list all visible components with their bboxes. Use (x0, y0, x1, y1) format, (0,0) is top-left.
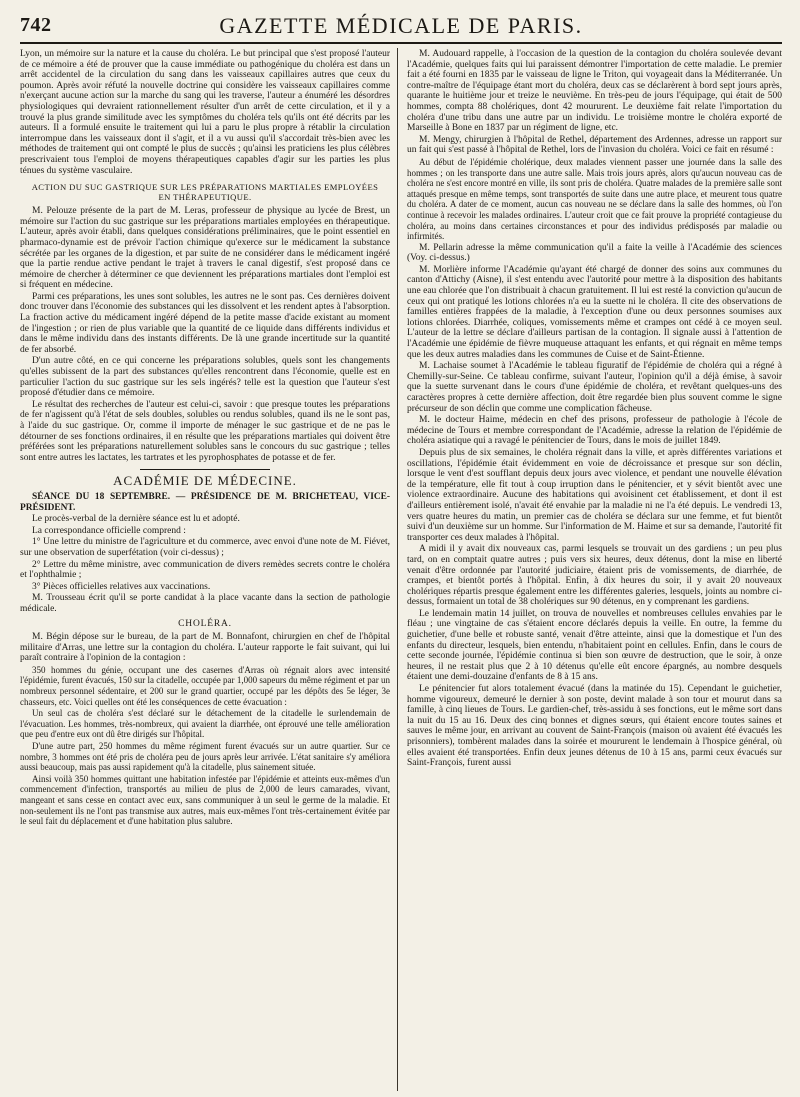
right-column (407, 49, 782, 1089)
paragraph: M. le docteur Haime, médecin en chef des prisons, professeur de pathologie à l'école de médecine de Tours et membre correspondant de l'Académie, adresse la relation de l'épidémie de choléra asiatique qui a ravagé le pénitencier de Tours, dans le mois de juillet 1849. (407, 415, 782, 447)
running-header (20, 12, 782, 44)
paragraph: La correspondance officielle comprend : (32, 525, 186, 536)
paragraph: Le résultat des recherches de l'auteur est celui-ci, savoir : que presque toutes les préparations de fer n'agissent qu'à l'état de sels doubles, solubles ou rendus solubles, quand ils ne le sont pas, à l'aide du suc gastrique. Or, comme il importe de ménager le suc gastrique et de ne pas le détourner de ses fonctions ordinaires, il en résulte que les préparations martiales qui doivent être préférées sont les préparations naturellement solubles sans le concours du suc gastrique ; telles sont entre autres les lactates, les tartrates et les pyrophosphates de potasse et de fer. (20, 399, 390, 463)
paragraph: M. Mengy, chirurgien à l'hôpital de Rethel, département des Ardennes, adresse un rapport sur un fait qui s'est passé à l'hôpital de Rethel, lors de l'invasion du choléra. Voici ce fait en résumé : (407, 134, 782, 156)
paragraph: D'une autre part, 250 hommes du même régiment furent évacués sur un autre quartier. Sur ce nombre, 3 hommes ont été pris de choléra peu de jours après leur arrivée. L'état sanitaire s'y améliora aussi beaucoup, mais pas aussi rapidement qu'à la citadelle, plus sainement située. (20, 741, 390, 773)
paragraph: Le procès-verbal de la dernière séance est lu et adopté. (32, 514, 240, 525)
cholera-heading: CHOLÉRA. (178, 618, 232, 629)
paragraph: 1° Une lettre du ministre de l'agriculture et du commerce, avec envoi d'une note de M. Fiévet, sur une observation de superfétation (voir ci-dessus) ; (20, 537, 390, 558)
section-title: ACADÉMIE DE MÉDECINE. (113, 473, 297, 489)
journal-title: GAZETTE MÉDICALE DE PARIS. (219, 13, 583, 38)
paragraph: Le lendemain matin 14 juillet, on trouva de nouvelles et nombreuses cellules envahies par le fléau ; une vingtaine de cas s'étaient encore déclarés depuis la veille. En outre, la femme du guichetier, d'une belle et robuste santé, venait d'être atteinte, ainsi que la domestique et l'un des enfants du directeur, lesquels, bien entendu, n'habitaient point en cellules. Enfin, dans le cours de cette seconde journée, l'épidémie continua si bien son œuvre de destruction, que le soir, à onze heures, il ne restait plus que 2 à 10 détenus qu'elle eût encore épargnés, au nombre desquels étaient une demi-douzaine d'enfants de 8 à 15 ans. (407, 608, 782, 683)
paragraph: M. Pellarin adresse la même communication qu'il a faite la veille à l'Académie des sciences (Voy. ci-dessus.) (407, 242, 782, 264)
paragraph: 3° Pièces officielles relatives aux vaccinations. (32, 581, 211, 592)
article-subhead: ACTION DU SUC GASTRIQUE SUR LES PRÉPARATIONS MARTIALES EMPLOYÉES EN THÉRAPEUTIQUE. (31, 182, 379, 203)
paragraph: Ainsi voilà 350 hommes quittant une habitation infestée par l'épidémie et atteints eux-mêmes d'un commencement d'infection, transportés au milieu de plus de 2,000 de leurs camarades, vivant, mangeant et sans cesse en contact avec eux, sans communiquer à un seul le germe de la maladie. Et non-seulement ils ne l'ont pas transmise aux autres, mais eux-mêmes l'ont très-certainement évitée par le seul fait du déplacement et d'une habitation plus salubre. (20, 773, 390, 827)
paragraph: M. Trousseau écrit qu'il se porte candidat à la place vacante dans la section de pathologie médicale. (20, 593, 390, 614)
paragraph: A midi il y avait dix nouveaux cas, parmi lesquels se trouvait un des gardiens ; un peu plus tard, on en comptait quatre autres ; puis vers six heures, deux détenus, dont la mise en liberté venait d'être ordonnée par l'autorité judiciaire, étaient pris de vomissements, de diarrhée, de crampes, et bientôt portés à l'hôpital. Enfin, à dix heures du soir, il y avait 20 nouveaux cholériques répartis presque également entre les différentes galeries, lesquels, joints au nombre ci-dessus, formaient un total de 38 cholériques sur 90 détenus, en y comprenant les gardiens. (407, 544, 782, 608)
paragraph: D'un autre côté, en ce qui concerne les préparations solubles, quels sont les changements qu'elles subissent de la part des substances qu'elles rencontrent dans l'économie, quelle est en particulier l'action du suc gastrique sur les sels ingérés? telle est la question que l'auteur s'est proposé d'étudier dans ce mémoire. (20, 356, 390, 399)
paragraph: M. Lachaise soumet à l'Académie le tableau figuratif de l'épidémie de choléra qui a régné à Chemilly-sur-Seine. Ce tableau confirme, suivant l'auteur, l'opinion qu'il a déjà émise, à savoir que la suette survenant dans le cours d'une épidémie de choléra, et revêtant quelques-uns des caractères propres à cette dernière affection, doit être regardée bien plus souvent comme le signe précurseur de son déclin que comme une complication fâcheuse. (407, 361, 782, 414)
paragraph: Parmi ces préparations, les unes sont solubles, les autres ne le sont pas. Ces dernières doivent donc trouver dans l'économie des substances qui les dissolvent et les rendent aptes à l'absorption. La fraction active du médicament ingéré dépend de la petite masse d'acide existant au moment de l'ingestion ; or rien de plus variable que la quantité de ce liquide dans différents individus et dans le même individu dans des instants différents. De là une grande incertitude sur la quantité de fer absorbé. (20, 291, 390, 355)
paragraph: M. Bégin dépose sur le bureau, de la part de M. Bonnafont, chirurgien en chef de l'hôpital militaire d'Arras, une lettre sur la contagion du choléra. L'auteur rapporte le fait suivant, qui lui paraît contraire à l'opinion de la contagion : (20, 632, 390, 664)
left-column (20, 49, 390, 1089)
session-heading: SÉANCE DU 18 SEPTEMBRE. — PRÉSIDENCE DE M. BRICHETEAU, VICE-PRÉSIDENT. (20, 491, 390, 513)
column-rule (397, 48, 398, 1091)
paragraph: Le pénitencier fut alors totalement évacué (dans la matinée du 15). Cependant le guichetier, homme vigoureux, demeuré le dernier à son poste, devint malade à son tour et mourut dans sa famille, à cinq lieues de Tours. Le gardien-chef, très-assidu à ses fonctions, eut le même sort dans la nuit du 15 au 16. Deux des cinq bonnes et dignes sœurs, qui étaient encore toutes saines et sauves le même jour, en arrivant au couvent de Saint-François (maison où avaient été évacués les prisonniers), tombèrent malades dans la soirée et moururent le lendemain à l'hospice général, où elles avaient été transportées. Enfin deux jeunes détenus de 10 à 15 ans, parmi ceux évacués sur Saint-François, furent aussi (407, 684, 782, 769)
paragraph: M. Morlière informe l'Académie qu'ayant été chargé de donner des soins aux communes du canton d'Attichy (Aisne), il s'est entendu avec l'autorité pour mettre à la disposition des habitants une eau chlorée que l'on distribuait à chacun gratuitement. Il lui est resté la conviction qu'aucun de ceux qui ont pratiqué les lotions chlorées n'a eu la suette ni le choléra. Il cite des observations de familles entières frappées de la maladie, à l'exception d'une ou deux personnes soumises aux lotions chlorées. Diarrhée, coliques, vomissements même et crampes ont cédé à ce moyen seul. L'auteur de la lettre se déclare d'ailleurs partisan de la contagion. Il signale aussi à l'attention de l'Académie une épidémie de fièvre muqueuse attaquant les enfants, et qui régnait en même temps que les deux autres maladies dans les communes de Cuise et de Saint-Étienne. (407, 264, 782, 360)
paragraph: Depuis plus de six semaines, le choléra régnait dans la ville, et après différentes variations et oscillations, l'épidémie était évidemment en voie de décroissance et presque sur son déclin, lorsque le vent d'est soufflant depuis deux jours avec violence, et pendant une nouvelle élévation de la température, elle fit tout à coup irruption dans le pénitencier, et y sévit bientôt avec une violence extraordinaire. Aucune des habitations qui avoisinent cet établissement, et dont il est d'ailleurs entièrement isolé, n'avait été envahie par la maladie ni ne l'a été depuis. Le vendredi 13, vers quatre heures du matin, un premier cas de choléra se déclara sur une femme, et fut bientôt suivi d'un deuxième sur un homme. Sur l'information de M. Haime et sur sa demande, l'autorité fit transporter ces deux malades à l'hôpital. (407, 447, 782, 543)
page-number: 742 (20, 14, 52, 36)
paragraph: M. Pelouze présente de la part de M. Leras, professeur de physique au lycée de Brest, un mémoire sur l'action du suc gastrique sur les préparations martiales employées en thérapeutique. L'auteur, après avoir établi, dans quelques considérations préliminaires, que le point essentiel en pharmaco-dynamie est de prévoir l'action chimique qu'exerce sur le médicament la substance sécrétée par les organes de la digestion, et par suite de ne considérer dans le médicament ingéré que la partie rendue active pendant le trajet à travers le canal digestif, s'est proposé dans ce mémoire de chercher à déterminer ce que deviennent les préparations martiales dont l'emploi est si fréquent en médecine. (20, 206, 390, 291)
paragraph: Lyon, un mémoire sur la nature et la cause du choléra. Le but principal que s'est proposé l'auteur de ce mémoire a été de prouver que la cause immédiate ou pathogénique du choléra est dans un arrêt accidentel de la circulation du sang dans les vaisseaux capillaires autres que ceux du poumon. Après avoir réfuté la nouvelle doctrine qui considère les vaisseaux capillaires comme n'exerçant aucune action sur la marche du sang qui les traverse, l'auteur a énuméré les désordres physiologiques qui devraient rationnellement résulter d'un arrêt de cette circulation, et il y a trouvé la plus grande similitude avec les symptômes du choléra tels qu'ils ont été décrits par les auteurs. Il a formulé ensuite le traitement qui lui a paru le plus propre à rétablir la circulation interrompue dans les vaisseaux dont il s'agit, et il a vu aussi qu'il s'accordait très-bien avec les méthodes de traitement qui ont compté le plus de succès ; qu'ainsi les praticiens les plus célèbres prescrivaient tous l'emploi de moyens thérapeutiques capables d'agir sur les parties les plus ténues du système vasculaire. (20, 49, 390, 176)
paragraph: Au début de l'épidémie cholérique, deux malades viennent passer une journée dans la salle des hommes ; on les transporte dans une autre salle. Mais trois jours après, alors qu'aucun nouveau cas de choléra ne s'est encore montré en ville, ils sont pris de choléra. Quatre malades de la première salle sont attaqués presque en même temps, sont transportés de suite dans une autre place, et meurent tous quatre du choléra. A dater de ce moment, aucun cas nouveau ne se déclare dans la salle des hommes, où l'on continue à recevoir les malades ordinaires. L'auteur croit que ce fait prouve la propriété contagieuse du choléra, au moins dans certaines circonstances et pour des individus prédisposés par maladie ou infirmités. (407, 156, 782, 242)
paragraph: 2° Lettre du même ministre, avec communication de divers remèdes secrets contre le choléra et l'ophthalmie ; (20, 559, 390, 581)
paragraph: M. Audouard rappelle, à l'occasion de la question de la contagion du choléra soulevée devant l'Académie, quelques faits qui lui paraissent démontrer l'importation de cette maladie. Le premier fait a été fourni en 1835 par le vaisseau de ligne le Triton, qui voyageait dans la Méditerranée. Un contre-maître de l'équipage étant mort du choléra, deux cas se déclarèrent à bord sept jours après, quarante le huitième jour et treize le neuvième. En très-peu de jours l'équipage, qui était de 500 hommes, compta 88 cholériques, dont 42 moururent. Le deuxième fait relate l'importation du choléra d'une tribu dans une autre par un individu. Le troisième montre le choléra exporté de Marseille à Bone en 1837 par un régiment de ligne, etc. (407, 49, 782, 134)
paragraph: Un seul cas de choléra s'est déclaré sur le détachement de la citadelle le surlendemain de l'évacuation. Les hommes, très-nombreux, qui avaient la diarrhée, ont éprouvé une telle amélioration que peu d'entre eux ont dû être dirigés sur l'hôpital. (20, 708, 390, 740)
paragraph: 350 hommes du génie, occupant une des casernes d'Arras où régnait alors avec intensité l'épidémie, furent évacués, 150 sur la citadelle, occupée par 1,000 sapeurs du même régiment et par un nombreux personnel sédentaire, et 200 sur le grand quartier, occupé par les dépôts des 5e léger, 3e chasseurs, etc. Voici quelles ont été les conséquences de cette évacuation : (20, 664, 390, 707)
section-divider (140, 469, 270, 470)
